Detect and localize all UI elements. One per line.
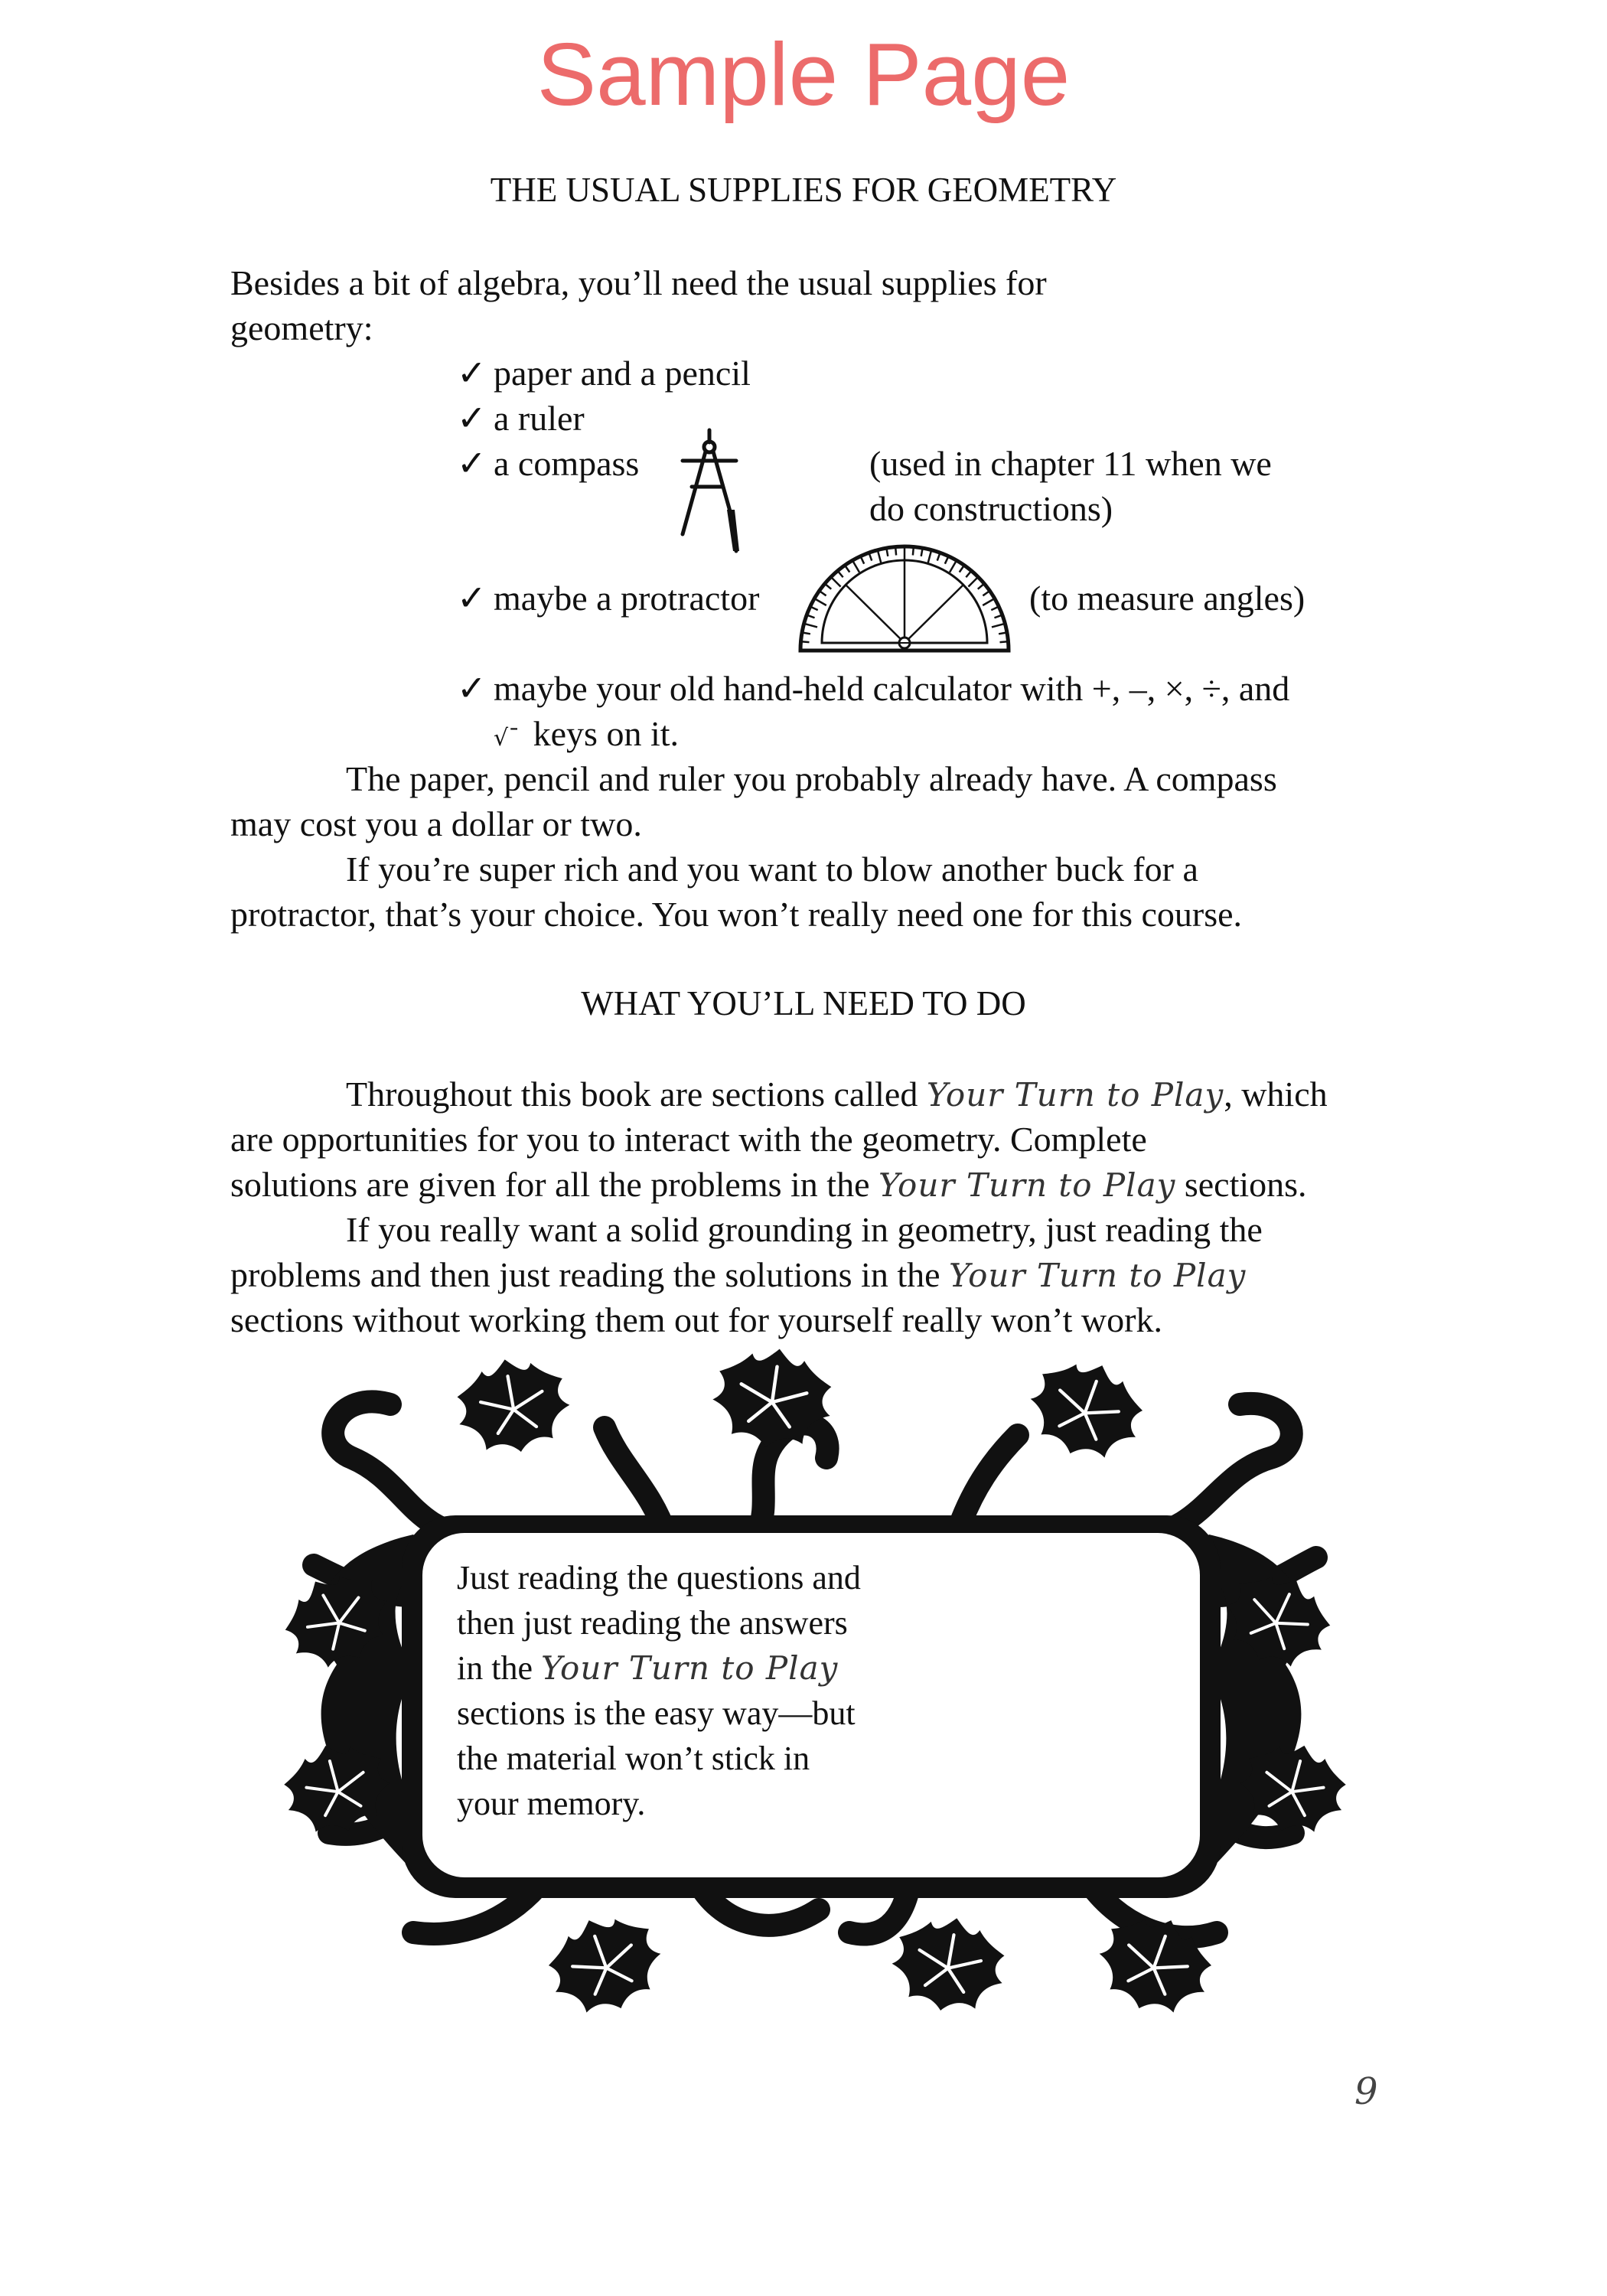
p1-line-1 <box>230 1071 1328 1117</box>
list-item-ruler <box>457 396 585 441</box>
note-line-2: then just reading the answers <box>457 1604 848 1642</box>
calculator-line-2 <box>494 711 679 761</box>
p1-line-1-end: , which <box>1224 1075 1328 1114</box>
checkmark-icon: ✓ <box>457 577 487 618</box>
intro-line-2: geometry: <box>230 308 373 347</box>
list-item-label: a ruler <box>494 399 585 438</box>
p1-line-3-text: solutions are given for all the problems in the <box>230 1165 870 1204</box>
protractor-tick <box>895 549 896 556</box>
your-turn-to-play-phrase: Your Turn to Play <box>540 1649 839 1687</box>
list-item-protractor <box>457 576 759 621</box>
list-item-label: maybe your old hand-held calculator with +, –, ×, ÷, and <box>494 669 1290 708</box>
checkmark-icon: ✓ <box>457 667 487 709</box>
square-root-symbol: √¯ <box>494 725 520 752</box>
para3-line-1: If you’re super rich and you want to blow another buck for a <box>346 850 1198 889</box>
protractor-note: (to measure angles) <box>1029 579 1305 618</box>
protractor-tick <box>887 550 888 556</box>
note-line-5: the material won’t stick in <box>457 1740 810 1777</box>
calculator-line-2-text: keys on it. <box>533 714 680 753</box>
intro-line-1: Besides a bit of algebra, you’ll need the usual supplies for <box>230 263 1047 302</box>
your-turn-to-play-phrase: Your Turn to Play <box>926 1076 1224 1114</box>
p1-line-3 <box>230 1162 1307 1208</box>
p1-line-1-text: Throughout this book are sections called <box>346 1075 918 1114</box>
p1-line-2: are opportunities for you to interact with the geometry. Complete <box>230 1120 1147 1159</box>
note-line-3 <box>457 1645 838 1691</box>
note-line-3-text: in the <box>457 1649 533 1687</box>
protractor-icon <box>796 536 1013 658</box>
protractor-tick <box>921 550 923 556</box>
protractor-tick <box>1000 641 1007 642</box>
compass-note-line-1: (used in chapter 11 when we <box>869 444 1272 483</box>
list-item-calculator <box>457 666 1289 711</box>
p2-line-3: sections without working them out for yourself really won’t work. <box>230 1300 1162 1339</box>
checkmark-icon: ✓ <box>457 397 487 439</box>
compass-note-line-2: do constructions) <box>869 489 1113 528</box>
para2-line-2: may cost you a dollar or two. <box>230 804 642 843</box>
protractor-tick <box>803 641 810 642</box>
list-item-label: maybe a protractor <box>494 579 760 618</box>
protractor-tick <box>999 633 1006 634</box>
list-item-label: paper and a pencil <box>494 354 751 393</box>
list-item-paper <box>457 351 751 396</box>
checkmark-icon: ✓ <box>457 352 487 393</box>
protractor-tick <box>804 633 810 634</box>
p2-line-2-text: problems and then just reading the solutions in the <box>230 1255 940 1294</box>
note-line-4: sections is the easy way—but <box>457 1694 856 1732</box>
your-turn-to-play-phrase: Your Turn to Play <box>949 1257 1247 1294</box>
page-number: 9 <box>1354 2070 1378 2113</box>
para3-line-2: protractor, that’s your choice. You won’t really need one for this course. <box>230 895 1243 934</box>
p2-line-1: If you really want a solid grounding in geometry, just reading the <box>346 1210 1263 1249</box>
list-item-compass <box>457 441 639 486</box>
sample-page-watermark: Sample Page <box>536 24 1071 124</box>
list-item-label: a compass <box>494 444 640 483</box>
section-heading-supplies: THE USUAL SUPPLIES FOR GEOMETRY <box>490 171 1117 209</box>
p1-line-3-end: sections. <box>1184 1165 1307 1204</box>
p2-line-2 <box>230 1252 1246 1298</box>
your-turn-to-play-phrase: Your Turn to Play <box>878 1166 1176 1204</box>
section-heading-what-to-do: WHAT YOU’LL NEED TO DO <box>581 984 1026 1022</box>
note-line-6: your memory. <box>457 1785 646 1822</box>
para2-line-1: The paper, pencil and ruler you probably already have. A compass <box>346 759 1277 798</box>
note-line-1: Just reading the questions and <box>457 1559 861 1596</box>
checkmark-icon: ✓ <box>457 442 487 484</box>
protractor-tick <box>913 549 914 556</box>
compass-icon <box>675 427 744 557</box>
